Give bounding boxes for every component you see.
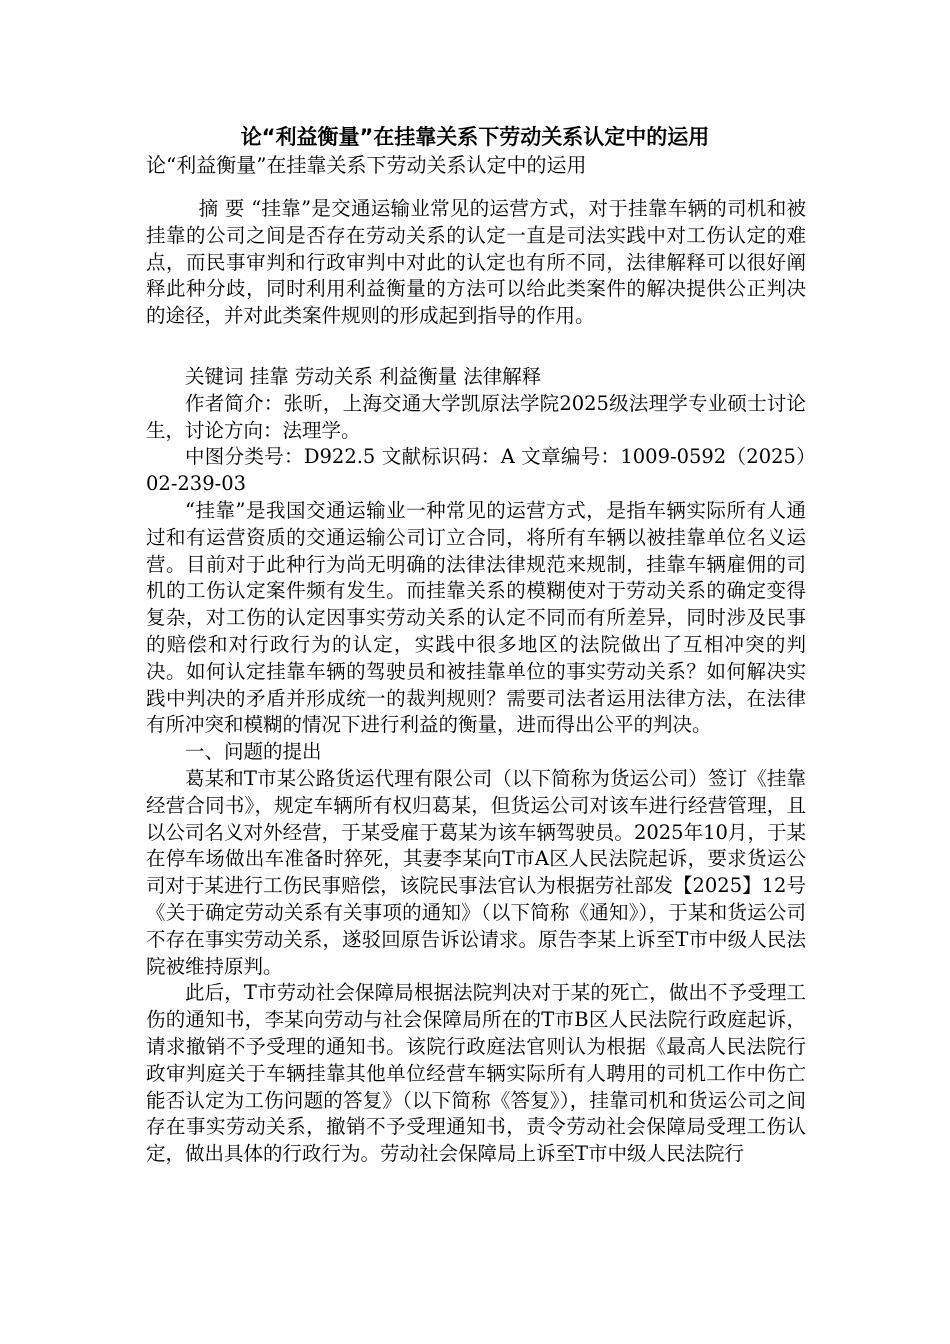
section-heading: 一、问题的提出 [185, 740, 322, 764]
case-paragraph-1: 葛某和T市某公路货运代理有限公司（以下简称为货运公司）签订《挂靠经营合同书》，规定车辆所有权归葛某，但货运公司对该车进行经营管理，且以公司名义对外经营，于某受雇于葛某为该车辆驾驶员。2025年10月，于某在停车场做出车准备时猝死，其妻李某向T市A区人民法院起诉，要求货运公司对于某进行工伤民事赔偿，该院民事法官认为根据劳社部发【2025】12号《关于确定劳动关系有关事项的通知》（以下简称《通知》），于某和货运公司不存在事实劳动关系，遂驳回原告诉讼请求。原告李某上诉至T市中级人民法院被维持原判。 [146, 766, 806, 978]
document-subtitle: 论“利益衡量”在挂靠关系下劳动关系认定中的运用 [146, 153, 587, 177]
classification-paragraph: 中图分类号：D922.5 文献标识码：A 文章编号：1009-0592（2025）02-239-03 [146, 445, 806, 496]
case-paragraph-2: 此后，T市劳动社会保障局根据法院判决对于某的死亡，做出不予受理工伤的通知书，李某向劳动与社会保障局所在的T市B区人民法院行政庭起诉，请求撤销不予受理的通知书。该院行政庭法官则认为根据《最高人民法院行政审判庭关于车辆挂靠其他单位经营车辆实际所有人聘用的司机工作中伤亡能否认定为工伤问题的答复》（以下简称《答复》），挂靠司机和货运公司之间存在事实劳动关系，撤销不予受理通知书，责令劳动社会保障局受理工伤认定，做出具体的行政行为。劳动社会保障局上诉至T市中级人民法院行 [146, 981, 806, 1166]
document-body [146, 196, 806, 1168]
intro-paragraph: “挂靠”是我国交通运输业一种常见的运营方式，是指车辆实际所有人通过和有运营资质的交通运输公司订立合同，将所有车辆以被挂靠单位名义运营。目前对于此种行为尚无明确的法律法律规范来规制，挂靠车辆雇佣的司机的工伤认定案件频有发生。而挂靠关系的模糊使对于劳动关系的确定变得复杂，对工伤的认定因事实劳动关系的认定不同而有所差异，同时涉及民事的赔偿和对行政行为的认定，实践中很多地区的法院做出了互相冲突的判决。如何认定挂靠车辆的驾驶员和被挂靠单位的事实劳动关系？如何解决实践中判决的矛盾并形成统一的裁判规则？需要司法者运用法律方法，在法律有所冲突和模糊的情况下进行利益的衡量，进而得出公平的判决。 [146, 498, 806, 737]
keywords-paragraph: 关键词 挂靠 劳动关系 利益衡量 法律解释 [185, 364, 542, 388]
document-title: 论“利益衡量”在挂靠关系下劳动关系认定中的运用 [240, 125, 710, 149]
abstract-paragraph: 摘 要 “挂靠”是交通运输业常见的运营方式，对于挂靠车辆的司机和被挂靠的公司之间是否存在劳动关系的认定一直是司法实践中对工伤认定的难点，而民事审判和行政审判中对此的认定也有所不同，法律解释可以很好阐释此种分歧，同时利用利益衡量的方法可以给此类案件的解决提供公正判决的途径，并对此类案件规则的形成起到指导的作用。 [146, 197, 806, 328]
author-paragraph: 作者简介：张昕，上海交通大学凯原法学院2025级法理学专业硕士讨论生，讨论方向：法理学。 [146, 391, 806, 442]
